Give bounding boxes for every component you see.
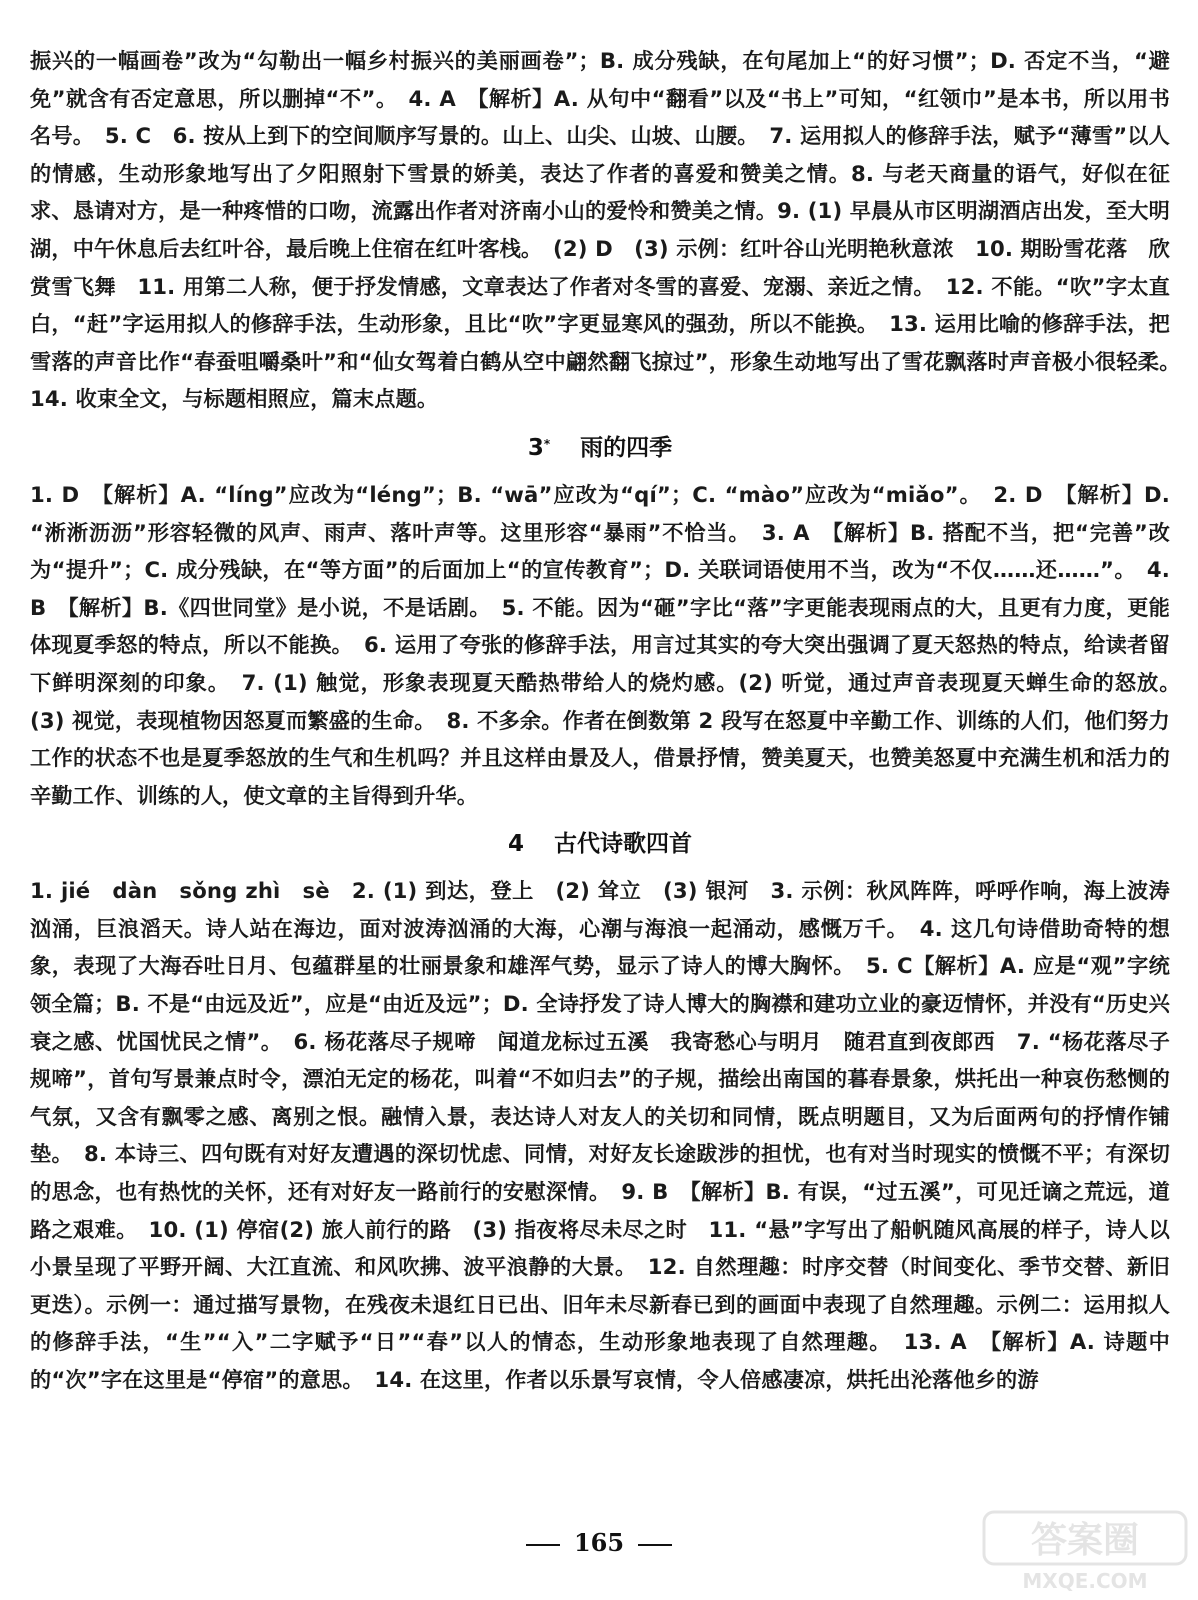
section-title: 古代诗歌四首: [554, 831, 693, 858]
answer-paragraph-lesson-4: 1. jié dàn sǒng zhì sè 2. (1) 到达，登上 (2) 耸立 (3) 银河 3. 示例：秋风阵阵，呼呼作响，海上波涛汹涌，巨浪滔天。诗人站在海边，面对波涛汹涌的大海，心潮与海浪一起涌动，感慨万千。 4. 这几句诗借助奇特的想象，表现了大海吞吐日月、包蕴群星的壮丽景象和雄浑气势，显示了诗人的博大胸怀。 5. C【解析】A. 应是“观”字统领全篇；B. 不是“由远及近”，应是“由近及远”；D. 全诗抒发了诗人博大的胸襟和建功立业的豪迈情怀，并没有“历史兴衰之感、忧国忧民之情”。 6. 杨花落尽子规啼 闻道龙标过五溪 我寄愁心与明月 随君直到夜郎西 7. “杨花落尽子规啼”，首句写景兼点时令，漂泊无定的杨花，叫着“不如归去”的子规，描绘出南国的暮春景象，烘托出一种哀伤愁恻的气氛，又含有飘零之感、离别之恨。融情入景，表达诗人对友人的关切和同情，既点明题目，又为后面两句的抒情作铺垫。 8. 本诗三、四句既有对好友遭遇的深切忧虑、同情，对好友长途跋涉的担忧，也有对当时现实的愤慨不平；有深切的思念，也有热忱的关怀，还有对好友一路前行的安慰深情。 9. B 【解析】B. 有误，“过五溪”，可见迁谪之荒远，道路之艰难。 10. (1) 停宿(2) 旅人前行的路 (3) 指夜将尽未尽之时 11. “悬”字写出了船帆随风高展的样子，诗人以小景呈现了平野开阔、大江直流、和风吹拂、波平浪静的大景。 12. 自然理趣：时序交替（时间变化、季节交替、新旧更迭）。示例一：通过描写景物，在残夜未退红日已出、旧年未尽新春已到的画面中表现了自然理趣。示例二：运用拟人的修辞手法，“生”“入”二字赋予“日”“春”以人的情态，生动形象地表现了自然理趣。 13. A 【解析】A. 诗题中的“次”字在这里是“停宿”的意思。 14. 在这里，作者以乐景写哀情，令人倍感凄凉，烘托出沦落他乡的游: [30, 878, 1170, 1392]
section-heading-lesson-3: [30, 426, 1170, 470]
watermark-url: MXQE.COM: [1022, 1569, 1148, 1593]
section-title: 雨的四季: [580, 434, 673, 461]
answer-paragraph-continued: 振兴的一幅画卷”改为“勾勒出一幅乡村振兴的美丽画卷”；B. 成分残缺，在句尾加上“的好习惯”；D. 否定不当，“避免”就含有否定意思，所以删掉“不”。 4. A 【解析】A. 从句中“翻看”以及“书上”可知，“红领巾”是本书，所以用书名号。 5. C 6. 按从上到下的空间顺序写景的。山上、山尖、山坡、山腰。 7. 运用拟人的修辞手法，赋予“薄雪”以人的情感，生动形象地写出了夕阳照射下雪景的娇美，表达了作者的喜爱和赞美之情。8. 与老天商量的语气，好似在征求、恳请对方，是一种疼惜的口吻，流露出作者对济南小山的爱怜和赞美之情。9. (1) 早晨从市区明湖酒店出发，至大明湖，中午休息后去红叶谷，最后晚上住宿在红叶客栈。 (2) D (3) 示例：红叶谷山光明艳秋意浓 10. 期盼雪花落 欣赏雪飞舞 11. 用第二人称，便于抒发情感，文章表达了作者对冬雪的喜爱、宠溺、亲近之情。 12. 不能。“吹”字太直白，“赶”字运用拟人的修辞手法，生动形象，且比“吹”字更显寒风的强劲，所以不能换。 13. 运用比喻的修辞手法，把雪落的声音比作“春蚕咀嚼桑叶”和“仙女驾着白鹤从空中翩然翻飞掠过”，形象生动地写出了雪花飘落时声音极小很轻柔。 14. 收束全文，与标题相照应，篇末点题。: [30, 48, 1192, 412]
watermark-logo: [980, 1508, 1190, 1594]
page-number-dash-left: [526, 1544, 560, 1546]
page-number-dash-right: [638, 1544, 672, 1546]
answer-paragraph-lesson-3: 1. D 【解析】A. “líng”应改为“léng”；B. “wā”应改为“qí”；C. “mào”应改为“miǎo”。 2. D 【解析】D. “淅淅沥沥”形容轻微的风声、雨声、落叶声等。这里形容“暴雨”不恰当。 3. A 【解析】B. 搭配不当，把“完善”改为“提升”；C. 成分残缺，在“等方面”的后面加上“的宣传教育”；D. 关联词语使用不当，改为“不仅……还……”。 4. B 【解析】B.《四世同堂》是小说，不是话剧。 5. 不能。因为“砸”字比“落”字更能表现雨点的大，且更有力度，更能体现夏季怒的特点，所以不能换。 6. 运用了夸张的修辞手法，用言过其实的夸大突出强调了夏天怒热的特点，给读者留下鲜明深刻的印象。 7. (1) 触觉，形象表现夏天酷热带给人的烧灼感。(2) 听觉，通过声音表现夏天蝉生命的怒放。 (3) 视觉，表现植物因怒夏而繁盛的生命。 8. 不多余。作者在倒数第 2 段写在怒夏中辛勤工作、训练的人们，他们努力工作的状态不也是夏季怒放的生气和生机吗？并且这样由景及人，借景抒情，赞美夏天，也赞美怒夏中充满生机和活力的辛勤工作、训练的人，使文章的主旨得到升华。: [30, 481, 1192, 808]
section-number: 3*: [527, 434, 551, 461]
optional-lesson-star: *: [543, 436, 551, 451]
answer-page: [30, 42, 1192, 1399]
page-number-value: 165: [573, 1528, 625, 1557]
section-number: 4: [507, 831, 524, 858]
section-heading-lesson-4: [30, 822, 1170, 866]
watermark-text: 答案圈: [1030, 1520, 1140, 1561]
